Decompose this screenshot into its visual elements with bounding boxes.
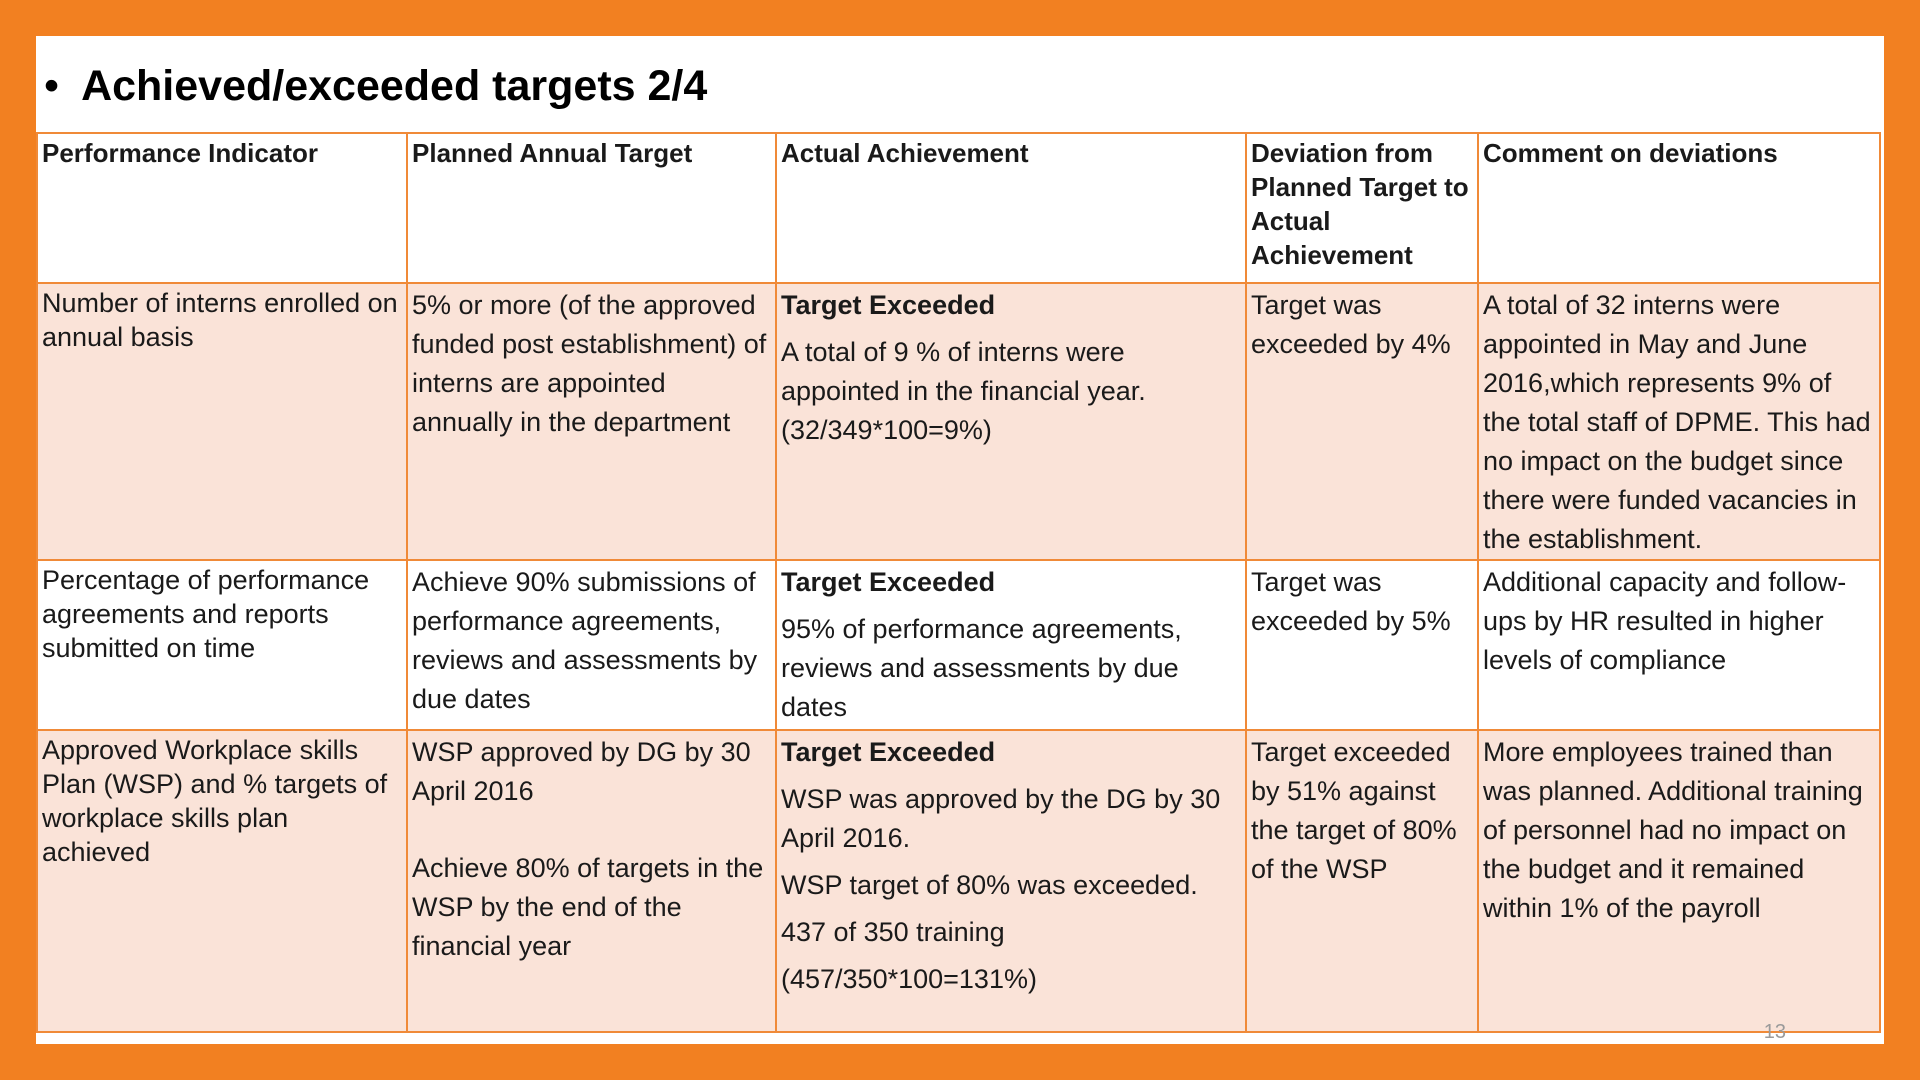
deviation-cell: Target was exceeded by 4% — [1246, 283, 1478, 560]
comment-cell: More employees trained than was planned. Additional training of personnel had no impact on the budget and it remained within 1% of the payroll — [1478, 730, 1880, 1032]
table-header-row — [37, 133, 1880, 283]
planned-line: Achieve 90% submissions of performance agreements, reviews and assessments by due dates — [412, 567, 758, 714]
actual-line: WSP target of 80% was exceeded. — [781, 870, 1198, 900]
planned-cell — [407, 283, 776, 560]
slide-title-text: Achieved/exceeded targets 2/4 — [81, 62, 708, 110]
planned-cell — [407, 730, 776, 1032]
actual-cell — [776, 283, 1246, 560]
actual-status: Target Exceeded — [781, 737, 996, 767]
slide — [36, 36, 1884, 1044]
actual-status: Target Exceeded — [781, 290, 996, 320]
table-row — [37, 730, 1880, 1032]
header-comment: Comment on deviations — [1478, 133, 1880, 283]
planned-cell — [407, 560, 776, 730]
indicator-cell: Number of interns enrolled on annual basis — [37, 283, 407, 560]
indicator-cell: Approved Workplace skills Plan (WSP) and % targets of workplace skills plan achieved — [37, 730, 407, 1032]
page-number: 13 — [1763, 1021, 1786, 1043]
deviation-cell: Target was exceeded by 5% — [1246, 560, 1478, 730]
bullet-icon: • — [44, 62, 60, 110]
comment-cell: Additional capacity and follow-ups by HR resulted in higher levels of compliance — [1478, 560, 1880, 730]
actual-line: (457/350*100=131%) — [781, 964, 1037, 994]
comment-cell: A total of 32 interns were appointed in May and June 2016,which represents 9% of the total staff of DPME. This had no impact on the budget since there were funded vacancies in the establishment. — [1478, 283, 1880, 560]
actual-status: Target Exceeded — [781, 567, 996, 597]
targets-table — [36, 132, 1881, 1033]
indicator-cell: Percentage of performance agreements and reports submitted on time — [37, 560, 407, 730]
table-row — [37, 283, 1880, 560]
planned-line: 5% or more (of the approved funded post establishment) of interns are appointed annually in the department — [412, 290, 767, 437]
slide-title — [44, 62, 707, 111]
actual-line: WSP was approved by the DG by 30 April 2016. — [781, 784, 1221, 853]
actual-cell — [776, 730, 1246, 1032]
deviation-cell: Target exceeded by 51% against the target of 80% of the WSP — [1246, 730, 1478, 1032]
planned-line: Achieve 80% of targets in the WSP by the end of the financial year — [412, 853, 764, 961]
actual-line: 437 of 350 training — [781, 917, 1005, 947]
header-actual: Actual Achievement — [776, 133, 1246, 283]
actual-line: A total of 9 % of interns were appointed in the financial year. (32/349*100=9%) — [781, 337, 1146, 445]
header-indicator: Performance Indicator — [37, 133, 407, 283]
header-deviation: Deviation from Planned Target to Actual Achievement — [1246, 133, 1478, 283]
actual-line: 95% of performance agreements, reviews and assessments by due dates — [781, 614, 1182, 722]
actual-cell — [776, 560, 1246, 730]
header-planned: Planned Annual Target — [407, 133, 776, 283]
table-row — [37, 560, 1880, 730]
planned-line: WSP approved by DG by 30 April 2016 — [412, 737, 751, 806]
